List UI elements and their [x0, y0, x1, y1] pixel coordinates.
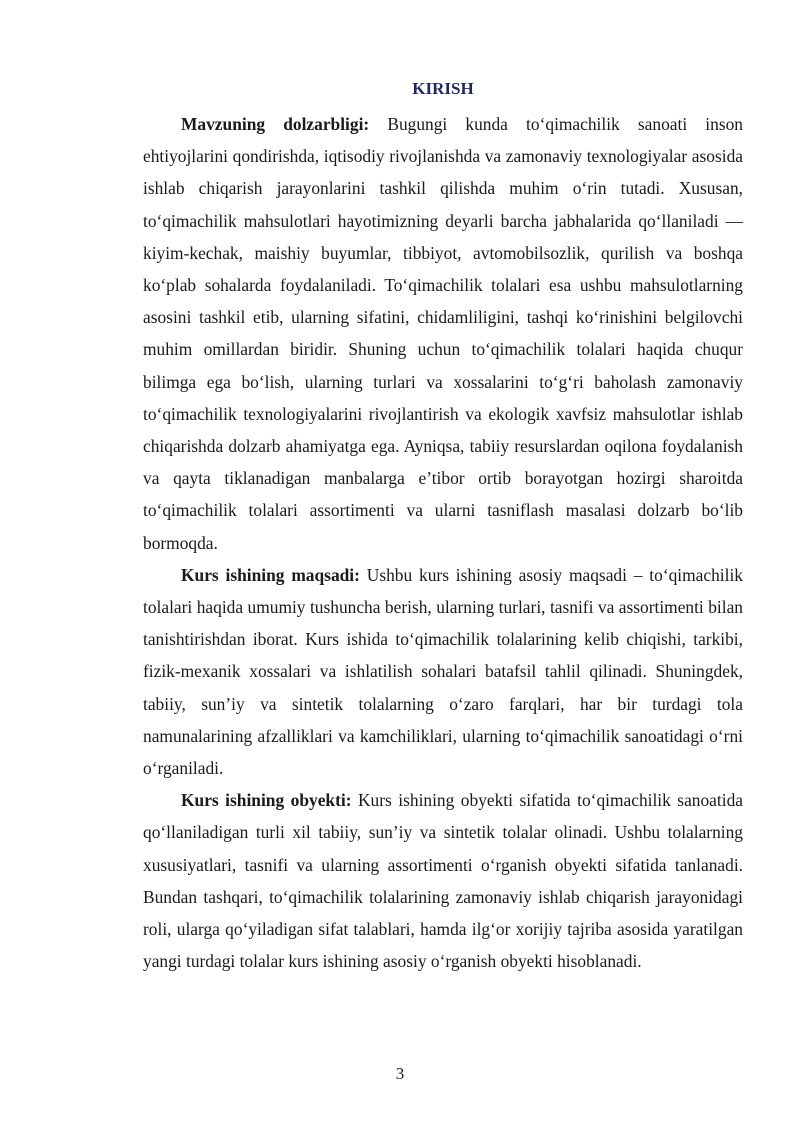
section-heading: KIRISH — [412, 79, 474, 98]
paragraph-lead: Kurs ishining obyekti: — [181, 790, 352, 811]
document-page — [143, 76, 743, 977]
paragraph-relevance — [143, 108, 743, 559]
paragraph-goal — [143, 559, 743, 784]
paragraph-lead: Mavzuning dolzarbligi: — [181, 114, 370, 134]
paragraph-text: Kurs ishining obyekti sifatida to‘qimachilik sanoatida qo‘llaniladigan turli xil tabiiy, sun’iy va sintetik tolalar olinadi. Ushbu tolalarning xususiyatlari, tasnifi va ularning assortimenti o‘rganish obyekti sifatida tanlanadi. Bundan tashqari, to‘qimachilik tolalarining zamonaviy ishlab chiqarish jarayonidagi roli, ularga qo‘yiladigan sifat talablari, hamda ilg‘or xorijiy tajriba asosida yaratilgan yangi turdagi tolalar kurs ishining asosiy o‘rganish obyekti hisoblanadi. — [143, 790, 743, 972]
paragraph-lead: Kurs ishining maqsadi: — [181, 564, 360, 585]
paragraph-text: Bugungi kunda to‘qimachilik sanoati inson ehtiyojlarini qondirishda, iqtisodiy rivojlanishda va zamonaviy texnologiyalar asosida ishlab chiqarish jarayonlarini tashkil qilishda muhim o‘rin tutadi. Xususan, to‘qimachilik mahsulotlari hayotimizning deyarli barcha jabhalarida qo‘llaniladi — kiyim-kechak, maishiy buyumlar, tibbiyot, avtomobilsozlik, qurilish va boshqa ko‘plab sohalarda foydalaniladi. To‘qimachilik tolalari esa ushbu mahsulotlarning asosini tashkil etib, ularning sifatini, chidamliligini, tashqi ko‘rinishini belgilovchi muhim omillardan biridir. Shuning uchun to‘qimachilik tolalari haqida chuqur bilimga ega bo‘lish, ularning turlari va xossalarini to‘g‘ri baholash zamonaviy to‘qimachilik texnologiyalarini rivojlantirish va ekologik xavfsiz mahsulotlar ishlab chiqarishda dolzarb ahamiyatga ega. Ayniqsa, tabiiy resurslardan oqilona foydalanish va qayta tiklanadigan manbalarga e’tibor ortib borayotgan hozirgi sharoitda to‘qimachilik tolalari assortimenti va ularni tasniflash masalasi dolzarb bo‘lib bormoqda. — [143, 114, 743, 553]
paragraph-object — [143, 784, 743, 977]
paragraph-text: Ushbu kurs ishining asosiy maqsadi – to‘qimachilik tolalari haqida umumiy tushuncha berish, ularning turlari, tasnifi va assortimenti bilan tanishtirishdan iborat. Kurs ishida to‘qimachilik tolalarining kelib chiqishi, tarkibi, fizik-mexanik xossalari va ishlatilish sohalari batafsil tahlil qilinadi. Shuningdek, tabiiy, sun’iy va sintetik tolalarning o‘zaro farqlari, har bir turdagi tola namunalarining afzalliklari va kamchiliklari, ularning to‘qimachilik sanoatidagi o‘rni o‘rganiladi. — [143, 564, 743, 779]
page-number: 3 — [395, 1064, 405, 1083]
